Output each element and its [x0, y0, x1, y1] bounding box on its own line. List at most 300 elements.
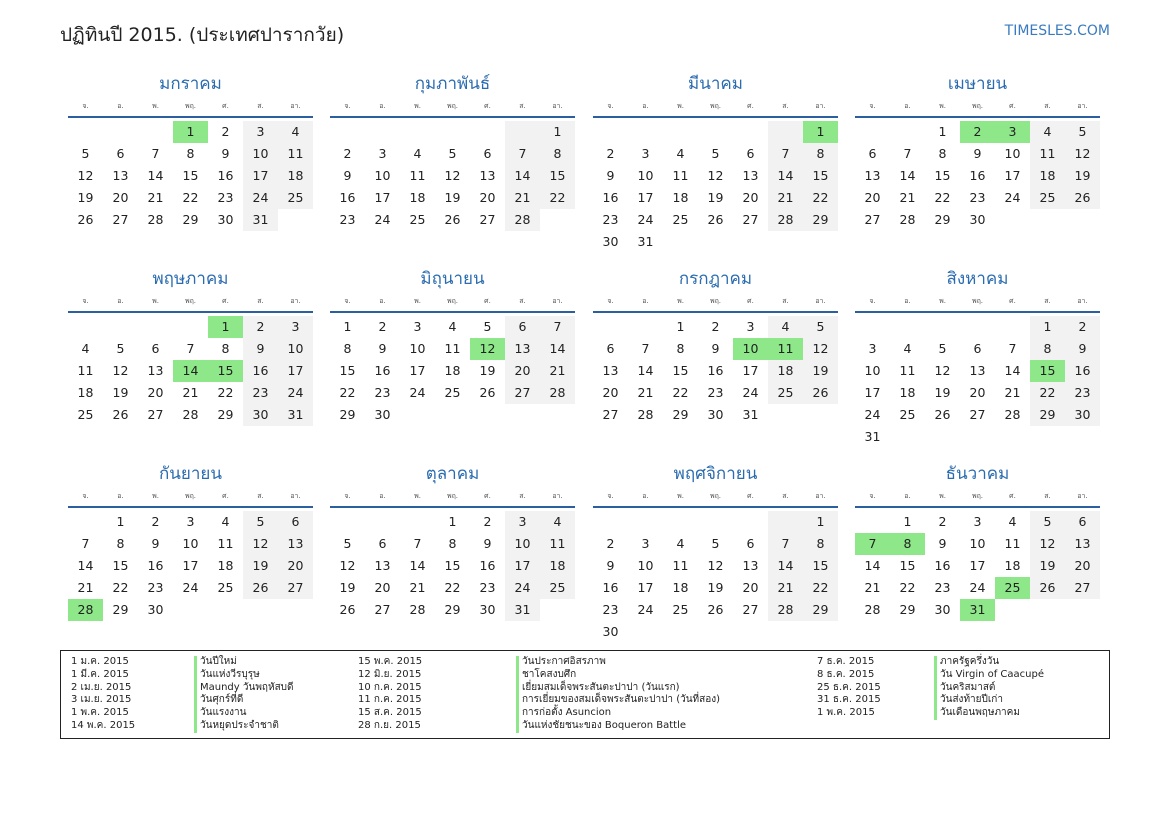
day-cell[interactable]: 5	[1065, 121, 1100, 143]
day-cell[interactable]: 3	[413, 319, 422, 334]
day-cell[interactable]: 17	[1004, 168, 1021, 183]
day-cell[interactable]: 5	[483, 319, 492, 334]
day-cell[interactable]: 26	[803, 382, 838, 404]
day-cell[interactable]: 9	[343, 168, 352, 183]
day-cell[interactable]: 5	[448, 146, 457, 161]
day-cell[interactable]: 18	[444, 363, 461, 378]
day-cell[interactable]: 12	[243, 533, 278, 555]
day-cell[interactable]: 5	[116, 341, 125, 356]
day-cell[interactable]: 26	[77, 212, 94, 227]
day-cell[interactable]: 30	[1065, 404, 1100, 426]
day-cell[interactable]: 2	[343, 146, 352, 161]
day-cell[interactable]: 13	[112, 168, 129, 183]
day-cell[interactable]: 16	[934, 558, 951, 573]
day-cell[interactable]: 17	[409, 363, 426, 378]
day-cell[interactable]: 31	[960, 599, 995, 621]
day-cell[interactable]: 27	[969, 407, 986, 422]
day-cell[interactable]: 8	[676, 341, 685, 356]
day-cell[interactable]: 20	[969, 385, 986, 400]
day-cell[interactable]: 6	[378, 536, 387, 551]
day-cell[interactable]: 19	[479, 363, 496, 378]
day-cell[interactable]: 27	[374, 602, 391, 617]
day-cell[interactable]: 8	[343, 341, 352, 356]
day-cell[interactable]: 14	[77, 558, 94, 573]
day-cell[interactable]: 26	[1030, 577, 1065, 599]
day-cell[interactable]: 15	[803, 165, 838, 187]
day-cell[interactable]: 7	[413, 536, 422, 551]
day-cell[interactable]: 10	[409, 341, 426, 356]
day-cell[interactable]: 25	[899, 407, 916, 422]
day-cell[interactable]: 18	[409, 190, 426, 205]
day-cell[interactable]: 23	[374, 385, 391, 400]
day-cell[interactable]: 19	[339, 580, 356, 595]
day-cell[interactable]: 29	[803, 599, 838, 621]
day-cell[interactable]: 29	[934, 212, 951, 227]
day-cell[interactable]: 7	[903, 146, 912, 161]
day-cell[interactable]: 12	[470, 338, 505, 360]
day-cell[interactable]: 10	[1004, 146, 1021, 161]
day-cell[interactable]: 6	[973, 341, 982, 356]
day-cell[interactable]: 13	[505, 338, 540, 360]
day-cell[interactable]: 19	[707, 190, 724, 205]
day-cell[interactable]: 31	[864, 429, 881, 444]
day-cell[interactable]: 30	[934, 602, 951, 617]
day-cell[interactable]: 15	[339, 363, 356, 378]
day-cell[interactable]: 1	[938, 124, 947, 139]
day-cell[interactable]: 30	[707, 407, 724, 422]
day-cell[interactable]: 8	[116, 536, 125, 551]
day-cell[interactable]: 17	[243, 165, 278, 187]
day-cell[interactable]: 13	[374, 558, 391, 573]
day-cell[interactable]: 23	[479, 580, 496, 595]
day-cell[interactable]: 22	[803, 187, 838, 209]
day-cell[interactable]: 10	[505, 533, 540, 555]
day-cell[interactable]: 28	[768, 599, 803, 621]
day-cell[interactable]: 9	[221, 146, 230, 161]
day-cell[interactable]: 10	[278, 338, 313, 360]
day-cell[interactable]: 3	[995, 121, 1030, 143]
day-cell[interactable]: 2	[711, 319, 720, 334]
day-cell[interactable]: 27	[602, 407, 619, 422]
day-cell[interactable]: 29	[444, 602, 461, 617]
day-cell[interactable]: 12	[1030, 533, 1065, 555]
day-cell[interactable]: 28	[505, 209, 540, 231]
day-cell[interactable]: 3	[868, 341, 877, 356]
day-cell[interactable]: 14	[637, 363, 654, 378]
day-cell[interactable]: 19	[243, 555, 278, 577]
day-cell[interactable]: 31	[505, 599, 540, 621]
site-link[interactable]: TIMESLES.COM	[1004, 23, 1110, 39]
day-cell[interactable]: 23	[602, 602, 619, 617]
day-cell[interactable]: 20	[278, 555, 313, 577]
day-cell[interactable]: 12	[934, 363, 951, 378]
day-cell[interactable]: 26	[707, 602, 724, 617]
day-cell[interactable]: 29	[899, 602, 916, 617]
day-cell[interactable]: 13	[147, 363, 164, 378]
day-cell[interactable]: 27	[479, 212, 496, 227]
day-cell[interactable]: 16	[969, 168, 986, 183]
day-cell[interactable]: 20	[505, 360, 540, 382]
day-cell[interactable]: 7	[151, 146, 160, 161]
day-cell[interactable]: 23	[243, 382, 278, 404]
day-cell[interactable]: 15	[1030, 360, 1065, 382]
day-cell[interactable]: 4	[81, 341, 90, 356]
day-cell[interactable]: 3	[378, 146, 387, 161]
day-cell[interactable]: 22	[444, 580, 461, 595]
day-cell[interactable]: 1	[803, 121, 838, 143]
day-cell[interactable]: 18	[899, 385, 916, 400]
day-cell[interactable]: 9	[151, 536, 160, 551]
day-cell[interactable]: 30	[374, 407, 391, 422]
day-cell[interactable]: 10	[374, 168, 391, 183]
day-cell[interactable]: 1	[540, 121, 575, 143]
day-cell[interactable]: 15	[112, 558, 129, 573]
day-cell[interactable]: 15	[540, 165, 575, 187]
day-cell[interactable]: 21	[1004, 385, 1021, 400]
day-cell[interactable]: 6	[1065, 511, 1100, 533]
day-cell[interactable]: 23	[934, 580, 951, 595]
day-cell[interactable]: 5	[938, 341, 947, 356]
day-cell[interactable]: 24	[969, 580, 986, 595]
day-cell[interactable]: 23	[217, 190, 234, 205]
day-cell[interactable]: 20	[479, 190, 496, 205]
day-cell[interactable]: 28	[540, 382, 575, 404]
day-cell[interactable]: 29	[182, 212, 199, 227]
day-cell[interactable]: 17	[969, 558, 986, 573]
day-cell[interactable]: 5	[343, 536, 352, 551]
day-cell[interactable]: 5	[81, 146, 90, 161]
day-cell[interactable]: 8	[890, 533, 925, 555]
day-cell[interactable]: 30	[602, 624, 619, 639]
day-cell[interactable]: 15	[934, 168, 951, 183]
day-cell[interactable]: 14	[409, 558, 426, 573]
day-cell[interactable]: 12	[1065, 143, 1100, 165]
day-cell[interactable]: 4	[413, 146, 422, 161]
day-cell[interactable]: 23	[339, 212, 356, 227]
day-cell[interactable]: 1	[343, 319, 352, 334]
day-cell[interactable]: 8	[448, 536, 457, 551]
day-cell[interactable]: 17	[637, 580, 654, 595]
day-cell[interactable]: 21	[768, 577, 803, 599]
day-cell[interactable]: 26	[479, 385, 496, 400]
day-cell[interactable]: 21	[864, 580, 881, 595]
day-cell[interactable]: 6	[505, 316, 540, 338]
day-cell[interactable]: 8	[803, 533, 838, 555]
day-cell[interactable]: 4	[676, 146, 685, 161]
day-cell[interactable]: 12	[339, 558, 356, 573]
day-cell[interactable]: 13	[864, 168, 881, 183]
day-cell[interactable]: 26	[707, 212, 724, 227]
day-cell[interactable]: 19	[707, 580, 724, 595]
day-cell[interactable]: 9	[606, 168, 615, 183]
day-cell[interactable]: 24	[278, 382, 313, 404]
day-cell[interactable]: 6	[116, 146, 125, 161]
day-cell[interactable]: 11	[672, 168, 689, 183]
day-cell[interactable]: 16	[243, 360, 278, 382]
day-cell[interactable]: 23	[969, 190, 986, 205]
day-cell[interactable]: 24	[243, 187, 278, 209]
day-cell[interactable]: 20	[602, 385, 619, 400]
day-cell[interactable]: 14	[505, 165, 540, 187]
day-cell[interactable]: 29	[339, 407, 356, 422]
day-cell[interactable]: 18	[1030, 165, 1065, 187]
day-cell[interactable]: 16	[374, 363, 391, 378]
day-cell[interactable]: 28	[899, 212, 916, 227]
day-cell[interactable]: 24	[182, 580, 199, 595]
day-cell[interactable]: 30	[243, 404, 278, 426]
day-cell[interactable]: 18	[672, 580, 689, 595]
day-cell[interactable]: 6	[746, 146, 755, 161]
day-cell[interactable]: 27	[112, 212, 129, 227]
day-cell[interactable]: 30	[479, 602, 496, 617]
day-cell[interactable]: 30	[602, 234, 619, 249]
day-cell[interactable]: 7	[1008, 341, 1017, 356]
day-cell[interactable]: 22	[339, 385, 356, 400]
day-cell[interactable]: 4	[768, 316, 803, 338]
day-cell[interactable]: 6	[868, 146, 877, 161]
day-cell[interactable]: 15	[899, 558, 916, 573]
day-cell[interactable]: 21	[540, 360, 575, 382]
day-cell[interactable]: 24	[374, 212, 391, 227]
day-cell[interactable]: 20	[1065, 555, 1100, 577]
day-cell[interactable]: 28	[68, 599, 103, 621]
day-cell[interactable]: 8	[1030, 338, 1065, 360]
day-cell[interactable]: 17	[864, 385, 881, 400]
day-cell[interactable]: 16	[707, 363, 724, 378]
day-cell[interactable]: 27	[278, 577, 313, 599]
day-cell[interactable]: 25	[995, 577, 1030, 599]
day-cell[interactable]: 18	[1004, 558, 1021, 573]
day-cell[interactable]: 16	[339, 190, 356, 205]
day-cell[interactable]: 17	[374, 190, 391, 205]
day-cell[interactable]: 12	[77, 168, 94, 183]
day-cell[interactable]: 19	[803, 360, 838, 382]
day-cell[interactable]: 2	[243, 316, 278, 338]
day-cell[interactable]: 22	[899, 580, 916, 595]
day-cell[interactable]: 16	[602, 580, 619, 595]
day-cell[interactable]: 18	[672, 190, 689, 205]
day-cell[interactable]: 21	[768, 187, 803, 209]
day-cell[interactable]: 8	[221, 341, 230, 356]
day-cell[interactable]: 24	[864, 407, 881, 422]
day-cell[interactable]: 26	[112, 407, 129, 422]
day-cell[interactable]: 9	[243, 338, 278, 360]
day-cell[interactable]: 2	[378, 319, 387, 334]
day-cell[interactable]: 18	[217, 558, 234, 573]
day-cell[interactable]: 24	[409, 385, 426, 400]
day-cell[interactable]: 23	[602, 212, 619, 227]
day-cell[interactable]: 11	[899, 363, 916, 378]
day-cell[interactable]: 1	[903, 514, 912, 529]
day-cell[interactable]: 9	[1065, 338, 1100, 360]
day-cell[interactable]: 27	[864, 212, 881, 227]
day-cell[interactable]: 16	[217, 168, 234, 183]
day-cell[interactable]: 5	[803, 316, 838, 338]
day-cell[interactable]: 6	[606, 341, 615, 356]
day-cell[interactable]: 25	[1030, 187, 1065, 209]
day-cell[interactable]: 15	[444, 558, 461, 573]
day-cell[interactable]: 14	[147, 168, 164, 183]
day-cell[interactable]: 4	[1008, 514, 1017, 529]
day-cell[interactable]: 31	[278, 404, 313, 426]
day-cell[interactable]: 1	[116, 514, 125, 529]
day-cell[interactable]: 29	[1030, 404, 1065, 426]
day-cell[interactable]: 14	[864, 558, 881, 573]
day-cell[interactable]: 15	[803, 555, 838, 577]
day-cell[interactable]: 21	[409, 580, 426, 595]
day-cell[interactable]: 17	[742, 363, 759, 378]
day-cell[interactable]: 2	[483, 514, 492, 529]
day-cell[interactable]: 2	[221, 124, 230, 139]
day-cell[interactable]: 27	[742, 212, 759, 227]
day-cell[interactable]: 10	[864, 363, 881, 378]
day-cell[interactable]: 22	[112, 580, 129, 595]
day-cell[interactable]: 18	[77, 385, 94, 400]
day-cell[interactable]: 10	[733, 338, 768, 360]
day-cell[interactable]: 7	[768, 533, 803, 555]
day-cell[interactable]: 6	[151, 341, 160, 356]
day-cell[interactable]: 22	[803, 577, 838, 599]
day-cell[interactable]: 28	[182, 407, 199, 422]
day-cell[interactable]: 20	[742, 190, 759, 205]
day-cell[interactable]: 6	[278, 511, 313, 533]
day-cell[interactable]: 19	[77, 190, 94, 205]
day-cell[interactable]: 18	[278, 165, 313, 187]
day-cell[interactable]: 11	[1004, 536, 1021, 551]
day-cell[interactable]: 17	[278, 360, 313, 382]
day-cell[interactable]: 2	[938, 514, 947, 529]
day-cell[interactable]: 9	[711, 341, 720, 356]
day-cell[interactable]: 23	[1065, 382, 1100, 404]
day-cell[interactable]: 27	[505, 382, 540, 404]
day-cell[interactable]: 25	[278, 187, 313, 209]
day-cell[interactable]: 20	[147, 385, 164, 400]
day-cell[interactable]: 28	[147, 212, 164, 227]
day-cell[interactable]: 1	[448, 514, 457, 529]
day-cell[interactable]: 3	[973, 514, 982, 529]
day-cell[interactable]: 25	[444, 385, 461, 400]
day-cell[interactable]: 17	[182, 558, 199, 573]
day-cell[interactable]: 28	[864, 602, 881, 617]
day-cell[interactable]: 11	[444, 341, 461, 356]
day-cell[interactable]: 3	[505, 511, 540, 533]
day-cell[interactable]: 15	[672, 363, 689, 378]
day-cell[interactable]: 4	[1030, 121, 1065, 143]
day-cell[interactable]: 2	[606, 146, 615, 161]
day-cell[interactable]: 3	[243, 121, 278, 143]
day-cell[interactable]: 25	[77, 407, 94, 422]
day-cell[interactable]: 9	[973, 146, 982, 161]
day-cell[interactable]: 11	[409, 168, 426, 183]
day-cell[interactable]: 25	[540, 577, 575, 599]
day-cell[interactable]: 27	[1065, 577, 1100, 599]
day-cell[interactable]: 22	[934, 190, 951, 205]
day-cell[interactable]: 21	[77, 580, 94, 595]
day-cell[interactable]: 1	[803, 511, 838, 533]
day-cell[interactable]: 24	[505, 577, 540, 599]
day-cell[interactable]: 11	[1030, 143, 1065, 165]
day-cell[interactable]: 31	[637, 234, 654, 249]
day-cell[interactable]: 12	[112, 363, 129, 378]
day-cell[interactable]: 13	[278, 533, 313, 555]
day-cell[interactable]: 24	[637, 602, 654, 617]
day-cell[interactable]: 10	[182, 536, 199, 551]
day-cell[interactable]: 28	[637, 407, 654, 422]
day-cell[interactable]: 29	[672, 407, 689, 422]
day-cell[interactable]: 8	[540, 143, 575, 165]
day-cell[interactable]: 12	[803, 338, 838, 360]
day-cell[interactable]: 7	[81, 536, 90, 551]
day-cell[interactable]: 7	[540, 316, 575, 338]
day-cell[interactable]: 25	[217, 580, 234, 595]
day-cell[interactable]: 29	[112, 602, 129, 617]
day-cell[interactable]: 12	[444, 168, 461, 183]
day-cell[interactable]: 22	[1030, 382, 1065, 404]
day-cell[interactable]: 14	[768, 555, 803, 577]
day-cell[interactable]: 21	[899, 190, 916, 205]
day-cell[interactable]: 19	[112, 385, 129, 400]
day-cell[interactable]: 4	[676, 536, 685, 551]
day-cell[interactable]: 10	[969, 536, 986, 551]
day-cell[interactable]: 30	[147, 602, 164, 617]
day-cell[interactable]: 22	[540, 187, 575, 209]
day-cell[interactable]: 21	[182, 385, 199, 400]
day-cell[interactable]: 14	[768, 165, 803, 187]
day-cell[interactable]: 13	[479, 168, 496, 183]
day-cell[interactable]: 13	[742, 168, 759, 183]
day-cell[interactable]: 26	[1065, 187, 1100, 209]
day-cell[interactable]: 25	[672, 212, 689, 227]
day-cell[interactable]: 10	[637, 168, 654, 183]
day-cell[interactable]: 29	[803, 209, 838, 231]
day-cell[interactable]: 22	[182, 190, 199, 205]
day-cell[interactable]: 29	[217, 407, 234, 422]
day-cell[interactable]: 16	[1065, 360, 1100, 382]
day-cell[interactable]: 11	[672, 558, 689, 573]
day-cell[interactable]: 6	[483, 146, 492, 161]
day-cell[interactable]: 7	[768, 143, 803, 165]
day-cell[interactable]: 13	[1065, 533, 1100, 555]
day-cell[interactable]: 6	[746, 536, 755, 551]
day-cell[interactable]: 3	[746, 319, 755, 334]
day-cell[interactable]: 3	[641, 536, 650, 551]
day-cell[interactable]: 4	[540, 511, 575, 533]
day-cell[interactable]: 23	[707, 385, 724, 400]
day-cell[interactable]: 5	[711, 536, 720, 551]
day-cell[interactable]: 10	[637, 558, 654, 573]
day-cell[interactable]: 14	[540, 338, 575, 360]
day-cell[interactable]: 30	[969, 212, 986, 227]
day-cell[interactable]: 2	[960, 121, 995, 143]
day-cell[interactable]: 24	[1004, 190, 1021, 205]
day-cell[interactable]: 11	[540, 533, 575, 555]
day-cell[interactable]: 21	[147, 190, 164, 205]
day-cell[interactable]: 7	[641, 341, 650, 356]
day-cell[interactable]: 16	[147, 558, 164, 573]
day-cell[interactable]: 3	[278, 316, 313, 338]
day-cell[interactable]: 25	[768, 382, 803, 404]
day-cell[interactable]: 30	[217, 212, 234, 227]
day-cell[interactable]: 5	[243, 511, 278, 533]
day-cell[interactable]: 26	[934, 407, 951, 422]
day-cell[interactable]: 28	[409, 602, 426, 617]
day-cell[interactable]: 1	[173, 121, 208, 143]
day-cell[interactable]: 14	[1004, 363, 1021, 378]
day-cell[interactable]: 5	[711, 146, 720, 161]
day-cell[interactable]: 12	[707, 558, 724, 573]
day-cell[interactable]: 11	[768, 338, 803, 360]
day-cell[interactable]: 28	[768, 209, 803, 231]
